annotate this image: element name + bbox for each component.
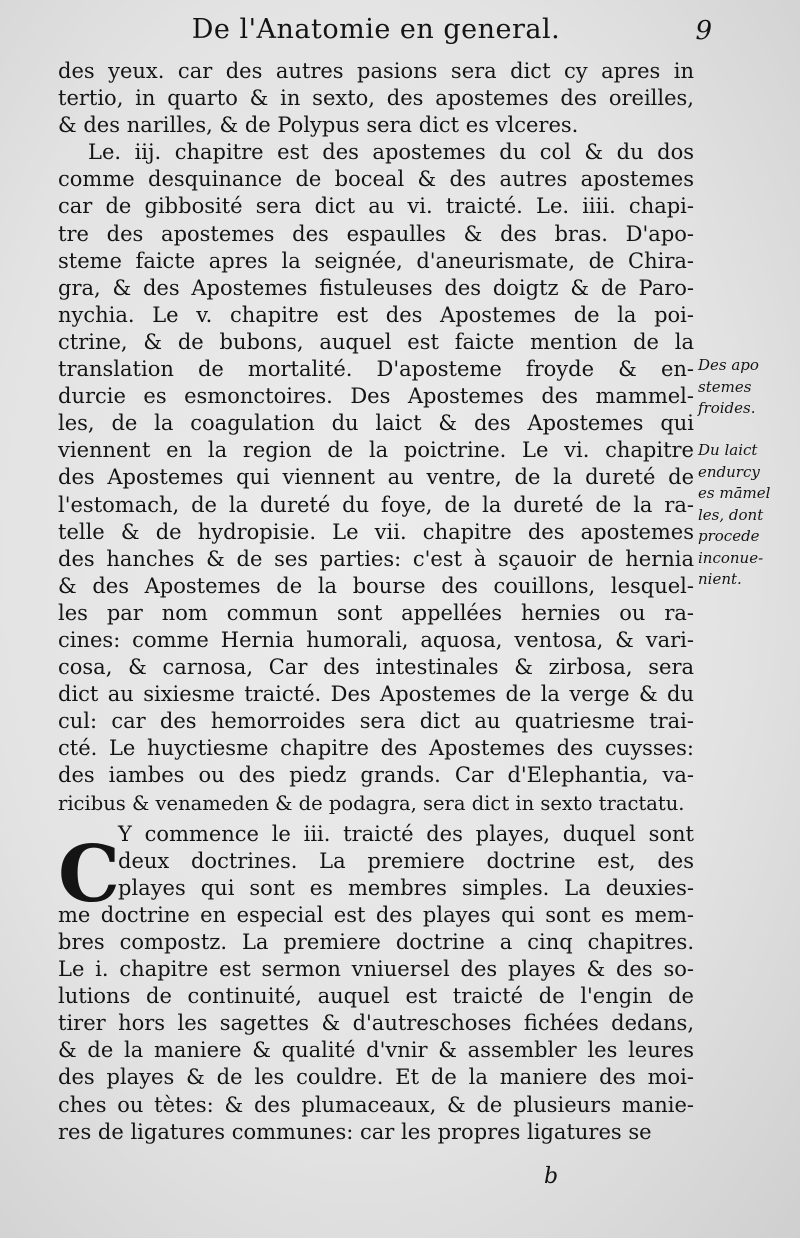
margin-note-apostemes-froides <box>698 355 794 420</box>
text-line: des Apostemes qui viennent au ventre, de la dureté de <box>58 465 694 490</box>
text-line: viennent en la region de la poictrine. Le vi. chapitre <box>58 438 694 463</box>
margin-note-line: Des apo <box>698 356 759 374</box>
margin-note-line: stemes <box>698 377 752 396</box>
margin-note-line: les, dont <box>698 505 764 524</box>
margin-note-laict-endurcy <box>698 440 794 591</box>
text-line: des iambes ou des piedz grands. Car d'Elephantia, va- <box>58 763 694 788</box>
text-line: ches ou tètes: & des plumaceaux, & de plusieurs manie- <box>58 1092 694 1117</box>
text-line: Le i. chapitre est sermon vniuersel des playes & des so- <box>58 957 694 982</box>
text-line: ctrine, & de bubons, auquel est faicte mention de la <box>58 329 694 354</box>
margin-note-line: procede <box>698 527 760 545</box>
text-line: translation de mortalité. D'aposteme froyde & en- <box>58 357 694 382</box>
text-line: telle & de hydropisie. Le vii. chapitre des apostemes <box>58 519 694 544</box>
text-line: & des narilles, & de Polypus sera dict es vlceres. <box>58 113 579 138</box>
text-line: comme desquinance de boceal & des autres apostemes <box>58 167 694 192</box>
section-chapter-list <box>58 58 694 817</box>
margin-note-line: endurcy <box>698 462 760 481</box>
text-line: cosa, & carnosa, Car des intestinales & zirbosa, sera <box>58 655 694 680</box>
text-line: les, de la coagulation du laict & des Apostemes qui <box>58 411 694 436</box>
text-line: ricibus & venameden & de podagra, sera dict in sexto tractatu. <box>58 791 685 815</box>
text-line: & des Apostemes de la bourse des couillons, lesquel- <box>58 573 694 598</box>
margin-note-line: Du laict <box>698 441 758 459</box>
page-header <box>58 14 712 54</box>
text-line: steme faicte apres la seignée, d'aneurismate, de Chira- <box>58 248 694 273</box>
text-line: dict au sixiesme traicté. Des Apostemes de la verge & du <box>58 682 694 707</box>
text-line: res de ligatures communes: car les propres ligatures se <box>58 1119 652 1144</box>
margin-note-line: inconue- <box>698 548 764 567</box>
text-line: & de la maniere & qualité d'vnir & assembler les leures <box>58 1038 694 1063</box>
text-line: tertio, in quarto & in sexto, des apostemes des oreilles, <box>58 86 694 111</box>
margin-note-line: es māmel <box>698 484 771 502</box>
text-line: nychia. Le v. chapitre est des Apostemes de la poi- <box>58 302 694 327</box>
text-line: Y commence le iii. traicté des playes, duquel sont <box>118 821 694 846</box>
text-line: Le. iij. chapitre est des apostemes du col & du dos <box>88 140 694 165</box>
margin-note-line: froides. <box>698 399 756 417</box>
running-head: De l'Anatomie en general. <box>191 14 561 45</box>
text-line: durcie es esmonctoires. Des Apostemes des mammel- <box>58 384 694 409</box>
text-line: me doctrine en especial est des playes qui sont es mem- <box>58 902 694 927</box>
text-line: gra, & des Apostemes fistuleuses des doigtz & de Paro- <box>58 275 694 300</box>
text-line: car de gibbosité sera dict au vi. traicté. Le. iiii. chapi- <box>58 194 694 219</box>
margin-note-line: nient. <box>698 570 742 588</box>
text-line: tre des apostemes des espaulles & des bras. D'apo- <box>58 221 694 246</box>
text-line: playes qui sont es membres simples. La deuxies- <box>118 875 694 900</box>
text-line: des hanches & de ses parties: c'est à sçauoir de hernia <box>58 546 694 571</box>
text-line: cté. Le huyctiesme chapitre des Apostemes des cuysses: <box>58 736 694 761</box>
text-line: cul: car des hemorroides sera dict au quatriesme trai- <box>58 709 694 734</box>
text-line: deux doctrines. La premiere doctrine est, des <box>118 848 694 873</box>
section-traicte-playes <box>58 821 694 1146</box>
text-line: lutions de continuité, auquel est traicté de l'engin de <box>58 984 694 1009</box>
text-line: des playes & de les couldre. Et de la maniere des moi- <box>58 1065 694 1090</box>
text-line: bres compostz. La premiere doctrine a cinq chapitres. <box>58 930 694 954</box>
signature-mark: b <box>544 1164 559 1189</box>
text-line: l'estomach, de la dureté du foye, de la dureté de la ra- <box>58 492 694 517</box>
text-line: cines: comme Hernia humorali, aquosa, ventosa, & vari- <box>58 627 694 652</box>
text-line: tirer hors les sagettes & d'autreschoses fichées dedans, <box>58 1011 694 1036</box>
body-text <box>58 58 694 1146</box>
drop-cap: C <box>58 829 121 920</box>
text-line: les par nom commun sont appellées hernies ou ra- <box>58 600 694 625</box>
text-line: des yeux. car des autres pasions sera dict cy apres in <box>58 59 694 83</box>
page-number: 9 <box>695 16 712 46</box>
